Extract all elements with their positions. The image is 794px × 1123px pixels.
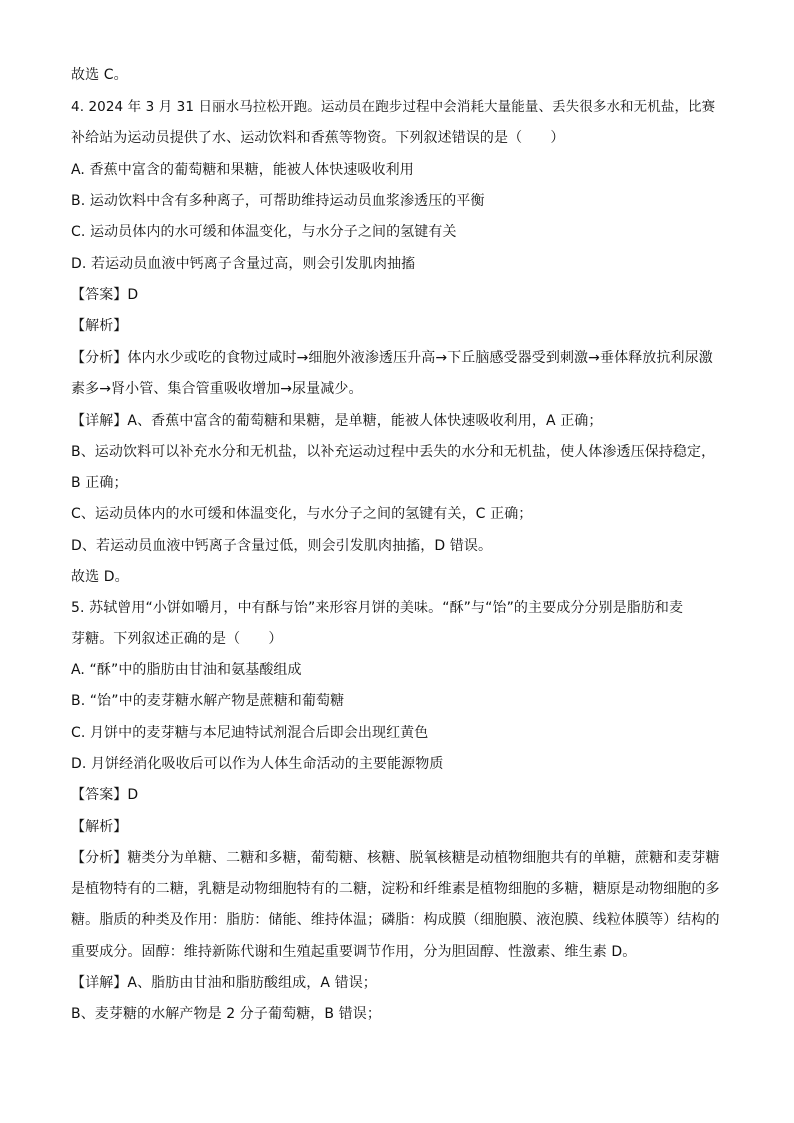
question-4-option-c: C. 运动员体内的水可缓和体温变化，与水分子之间的氢键有关 [71, 224, 457, 240]
text-line: B、麦芽糖的水解产物是 2 分子葡萄糖，B 错误； [71, 1006, 381, 1022]
text-line: 重要成分。固醇：维持新陈代谢和生殖起重要调节作用，分为胆固醇、性激素、维生素 D。 [71, 944, 637, 960]
analysis-label: 【解析】 [71, 318, 128, 334]
text-line: 故选 C。 [71, 67, 128, 83]
question-4-option-a: A. 香蕉中富含的葡萄糖和果糖，能被人体快速吸收利用 [71, 162, 414, 178]
analysis-label: 【解析】 [71, 819, 128, 835]
question-4-option-d: D. 若运动员血液中钙离子含量过高，则会引发肌肉抽搐 [71, 256, 416, 272]
text-line: B、运动饮料可以补充水分和无机盐，以补充运动过程中丢失的水分和无机盐，使人体渗透压保持稳定， [71, 444, 716, 460]
question-5-stem-line-1: 5. 苏轼曾用“小饼如嚼月，中有酥与饴”来形容月饼的美味。“酥”与“饴”的主要成分分别是脂肪和麦 [71, 600, 684, 616]
question-4-option-b: B. 运动饮料中含有多种离子，可帮助维持运动员血浆渗透压的平衡 [71, 193, 485, 209]
text-line: 【分析】体内水少或吃的食物过咸时→细胞外液渗透压升高→下丘脑感受器受到刺激→垂体释放抗利尿激 [71, 350, 713, 366]
text-line: 是植物特有的二糖，乳糖是动物细胞特有的二糖，淀粉和纤维素是植物细胞的多糖，糖原是动物细胞的多 [71, 881, 720, 897]
answer-label: 【答案】D [71, 787, 139, 803]
text-line: C、运动员体内的水可缓和体温变化，与水分子之间的氢键有关，C 正确； [71, 506, 533, 522]
question-5-option-b: B. “饴”中的麦芽糖水解产物是蔗糖和葡萄糖 [71, 693, 345, 709]
text-line: 素多→肾小管、集合管重吸收增加→尿量减少。 [71, 381, 363, 397]
question-5-option-a: A. “酥”中的脂肪由甘油和氨基酸组成 [71, 662, 302, 678]
text-line: 糖。脂质的种类及作用：脂肪：储能、维持体温；磷脂：构成膜（细胞膜、液泡膜、线粒体膜等）结构的 [71, 912, 720, 928]
answer-label: 【答案】D [71, 287, 139, 303]
question-5-stem-line-2: 芽糖。下列叙述正确的是（ ） [71, 631, 283, 647]
text-line: B 正确； [71, 475, 128, 491]
question-4-stem-line-1: 4. 2024 年 3 月 31 日丽水马拉松开跑。运动员在跑步过程中会消耗大量能量、丢失很多水和无机盐，比赛 [71, 99, 716, 115]
question-4-stem-line-2: 补给站为运动员提供了水、运动饮料和香蕉等物资。下列叙述错误的是（ ） [71, 130, 565, 146]
question-5-option-c: C. 月饼中的麦芽糖与本尼迪特试剂混合后即会出现红黄色 [71, 725, 429, 741]
question-5-option-d: D. 月饼经消化吸收后可以作为人体生命活动的主要能源物质 [71, 756, 444, 772]
text-line: 【详解】A、香蕉中富含的葡萄糖和果糖，是单糖，能被人体快速吸收利用，A 正确； [71, 413, 603, 429]
text-line: D、若运动员血液中钙离子含量过低，则会引发肌肉抽搐，D 错误。 [71, 538, 493, 554]
text-line: 【详解】A、脂肪由甘油和脂肪酸组成，A 错误； [71, 975, 377, 991]
text-line: 故选 D。 [71, 569, 129, 585]
text-line: 【分析】糖类分为单糖、二糖和多糖，葡萄糖、核糖、脱氧核糖是动植物细胞共有的单糖，蔗糖和麦芽糖 [71, 850, 720, 866]
